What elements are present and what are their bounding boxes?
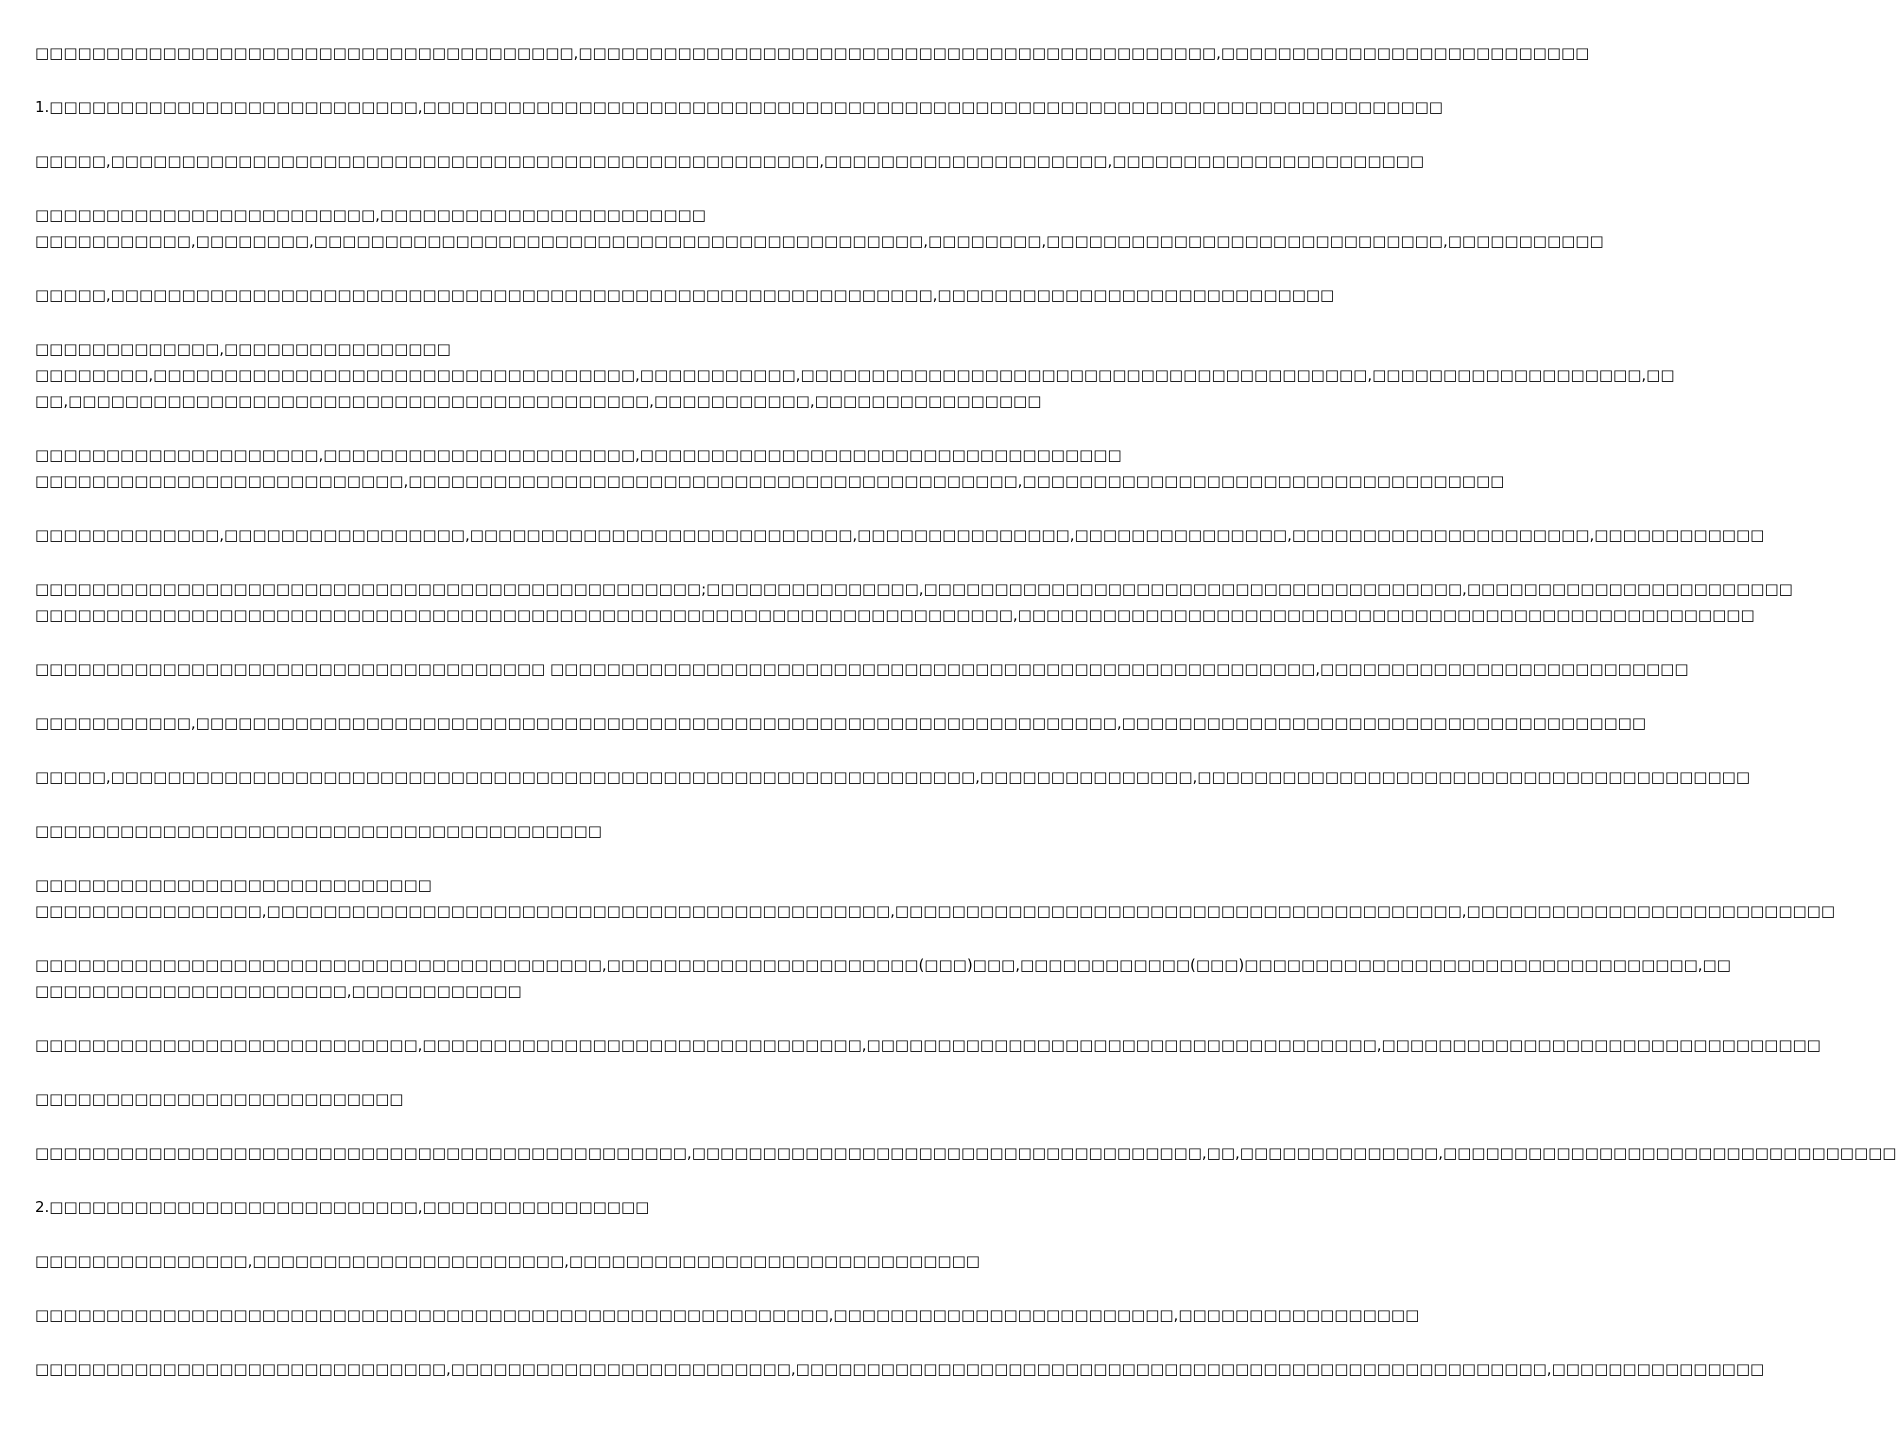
paragraph (35, 94, 1443, 120)
paragraph (35, 282, 1335, 308)
text-line: □□□□□□□□□□□,□□□□□□□□,□□□□□□□□□□□□□□□□□□□□□□□□□□□□□□□□□□□□□□□□□□□,□□□□□□□□,□□□□□□□□□□□□□□□□□□□□□□□□□□□□,□□□□□□□□□□□ (35, 232, 1604, 250)
paragraph (35, 40, 1590, 66)
text-line: □□□□□□□□,□□□□□□□□□□□□□□□□□□□□□□□□□□□□□□□□□□,□□□□□□□□□□□,□□□□□□□□□□□□□□□□□□□□□□□□□□□□□□□□□□□□□□□□,□□□□□□□□□□□□□□□□□□□,□□ (35, 366, 1675, 384)
paragraph (35, 1194, 990, 1220)
text-line: □□,□□□□□□□□□□□□□□□□□□□□□□□□□□□□□□□□□□□□□□□□□,□□□□□□□□□□□,□□□□□□□□□□□□□□□□ (35, 392, 1042, 410)
text-line: □□□□□□□□□□□□□□□□□□□□□□□□□□□,□□□□□□□□□□□□□□□□□□□□□□□□□□□□□□□,□□□□□□□□□□□□□□□□□□□□□□□□□□□□□□□□□□□□,□□□□□□□□□□□□□□□□□□□□□□□□□□□□□□□ (35, 1036, 1821, 1054)
text-line: □□□□□□□□□□□□□□□□□□□□□□□□□□□□□□□□□□□□□□□□□□□□□□,□□□□□□□□□□□□□□□□□□□□□□□□□□□□□□□□□□□□,□□,□□□□□□□□□□□□□□,□□□□□□□□□□□□□□□□□□□□□□□□□□□□□□□□ (35, 1144, 1896, 1162)
text-line: □□□□□□□□□□□□□□□□□□□□□□□□□□□□□□□□□□□□□□□□□□□□□□□□□□□□□□□□□□□□□□□□□□□□□,□□□□□□□□□□□□□□□□□□□□□□□□□□□□□□□□□□□□□□□□□□□□□□□□□□□□ (35, 606, 1755, 624)
paragraph (35, 522, 1765, 548)
paragraph (35, 1140, 1896, 1166)
paragraph (35, 818, 990, 844)
text-line: □□□□□,□□□□□□□□□□□□□□□□□□□□□□□□□□□□□□□□□□□□□□□□□□□□□□□□□□□□□□□□□□,□□□□□□□□□□□□□□□□□□□□□□□□□□□□ (35, 286, 1335, 304)
text-line: □□□□□□□□□□□□□□□□□□□□,□□□□□□□□□□□□□□□□□□□□□□,□□□□□□□□□□□□□□□□□□□□□□□□□□□□□□□□□□ (35, 446, 1122, 464)
text-line: □□□□□□□□□□□□□□□□□□□□□□□□□□□□□□□□□□□□□□□□□□□□□□□;□□□□□□□□□□□□□□□,□□□□□□□□□□□□□□□□□□□□□□□□□□□□□□□□□□□□□□,□□□□□□□□□□□□□□□□□□□□□□□ (35, 580, 1793, 598)
text-line: □□□□□□□□□□□□□□□□□□□□□□□□□□□□□□□□□□□□□□□□,□□□□□□□□□□□□□□□□□□□□□□(□□□)□□□,□□□□□□□□□□□□(□□□)□□□□□□□□□□□□□□□□□□□□□□□□□□□□□□□□,□□ (35, 956, 1731, 974)
paragraph (35, 656, 1689, 682)
paragraph (35, 952, 1731, 1004)
text-line: 2.□□□□□□□□□□□□□□□□□□□□□□□□□□,□□□□□□□□□□□□□□□□ (35, 1198, 650, 1216)
text-line: □□□□□□□□□□□□□,□□□□□□□□□□□□□□□□ (35, 340, 451, 358)
text-line: □□□□□□□□□□□□□□□□□□□□□□□□□□ (35, 1090, 404, 1108)
paragraph (35, 710, 1647, 736)
text-line: 1.□□□□□□□□□□□□□□□□□□□□□□□□□□,□□□□□□□□□□□□□□□□□□□□□□□□□□□□□□□□□□□□□□□□□□□□□□□□□□□□□□□□□□□□□□□□□□□□□□□□ (35, 98, 1443, 116)
text-line: □□□□□□□□□□□,□□□□□□□□□□□□□□□□□□□□□□□□□□□□□□□□□□□□□□□□□□□□□□□□□□□□□□□□□□□□□□□□□,□□□□□□□□□□□□□□□□□□□□□□□□□□□□□□□□□□□□□ (35, 714, 1647, 732)
paragraph (35, 202, 1604, 254)
paragraph (35, 442, 1505, 494)
paragraph (35, 576, 1793, 628)
text-line: □□□□□□□□□□□□□□□,□□□□□□□□□□□□□□□□□□□□□□,□□□□□□□□□□□□□□□□□□□□□□□□□□□□□ (35, 1252, 980, 1270)
text-line: □□□□□□□□□□□□□□□□□□□□□□□□□□□□□□□□□□□□□□□□□□□□□□□□□□□□□□□□,□□□□□□□□□□□□□□□□□□□□□□□□,□□□□□□□□□□□□□□□□□ (35, 1306, 1420, 1324)
text-line: □□□□□,□□□□□□□□□□□□□□□□□□□□□□□□□□□□□□□□□□□□□□□□□□□□□□□□□□□□□□□□□□□□□,□□□□□□□□□□□□□□□,□□□□□□□□□□□□□□□□□□□□□□□□□□□□□□□□□□□□□□□ (35, 768, 1750, 786)
text-line: □□□□□□□□□□□□□□□□□□□□□□□□□□□□□□□□□□□□□□□□ (35, 822, 602, 840)
text-line: □□□□□□□□□□□□□□□□□□□□□□□□,□□□□□□□□□□□□□□□□□□□□□□□ (35, 206, 706, 224)
paragraph (35, 336, 1675, 414)
document-body (35, 40, 1896, 1410)
paragraph (35, 1248, 990, 1274)
text-line: □□□□□□□□□□□□□□□□□□□□□□□□□□□□□□□□□□□□ □□□□□□□□□□□□□□□□□□□□□□□□□□□□□□□□□□□□□□□□□□□□□□□□□□□□□□,□□□□□□□□□□□□□□□□□□□□□□□□□□ (35, 660, 1689, 678)
text-line: □□□□□,□□□□□□□□□□□□□□□□□□□□□□□□□□□□□□□□□□□□□□□□□□□□□□□□□□,□□□□□□□□□□□□□□□□□□□□,□□□□□□□□□□□□□□□□□□□□□□ (35, 152, 1425, 170)
text-line: □□□□□□□□□□□□□□□□,□□□□□□□□□□□□□□□□□□□□□□□□□□□□□□□□□□□□□□□□□□□□,□□□□□□□□□□□□□□□□□□□□□□□□□□□□□□□□□□□□□□□□,□□□□□□□□□□□□□□□□□□□□□□□□□□ (35, 902, 1836, 920)
paragraph (35, 764, 1750, 790)
text-line: □□□□□□□□□□□□□,□□□□□□□□□□□□□□□□□,□□□□□□□□□□□□□□□□□□□□□□□□□□□,□□□□□□□□□□□□□□□,□□□□□□□□□□□□□□□,□□□□□□□□□□□□□□□□□□□□□,□□□□□□□□□□□□ (35, 526, 1765, 544)
paragraph (35, 1086, 990, 1112)
paragraph (35, 148, 1425, 174)
paragraph (35, 872, 1836, 924)
text-line: □□□□□□□□□□□□□□□□□□□□□□□□□□□□□,□□□□□□□□□□□□□□□□□□□□□□□□,□□□□□□□□□□□□□□□□□□□□□□□□□□□□□□□□□□□□□□□□□□□□□□□□□□□□□,□□□□□□□□□□□□□□□ (35, 1360, 1765, 1378)
text-line: □□□□□□□□□□□□□□□□□□□□□□□□□□□□□□□□□□□□□□,□□□□□□□□□□□□□□□□□□□□□□□□□□□□□□□□□□□□□□□□□□□□□,□□□□□□□□□□□□□□□□□□□□□□□□□□ (35, 44, 1590, 62)
paragraph (35, 1032, 1821, 1058)
text-line: □□□□□□□□□□□□□□□□□□□□□□□□□□,□□□□□□□□□□□□□□□□□□□□□□□□□□□□□□□□□□□□□□□□□□□,□□□□□□□□□□□□□□□□□□□□□□□□□□□□□□□□□□ (35, 472, 1505, 490)
paragraph (35, 1302, 1420, 1328)
text-line: □□□□□□□□□□□□□□□□□□□□□□□□□□□□ (35, 876, 432, 894)
paragraph (35, 1356, 1765, 1382)
text-line: □□□□□□□□□□□□□□□□□□□□□□,□□□□□□□□□□□□ (35, 982, 522, 1000)
